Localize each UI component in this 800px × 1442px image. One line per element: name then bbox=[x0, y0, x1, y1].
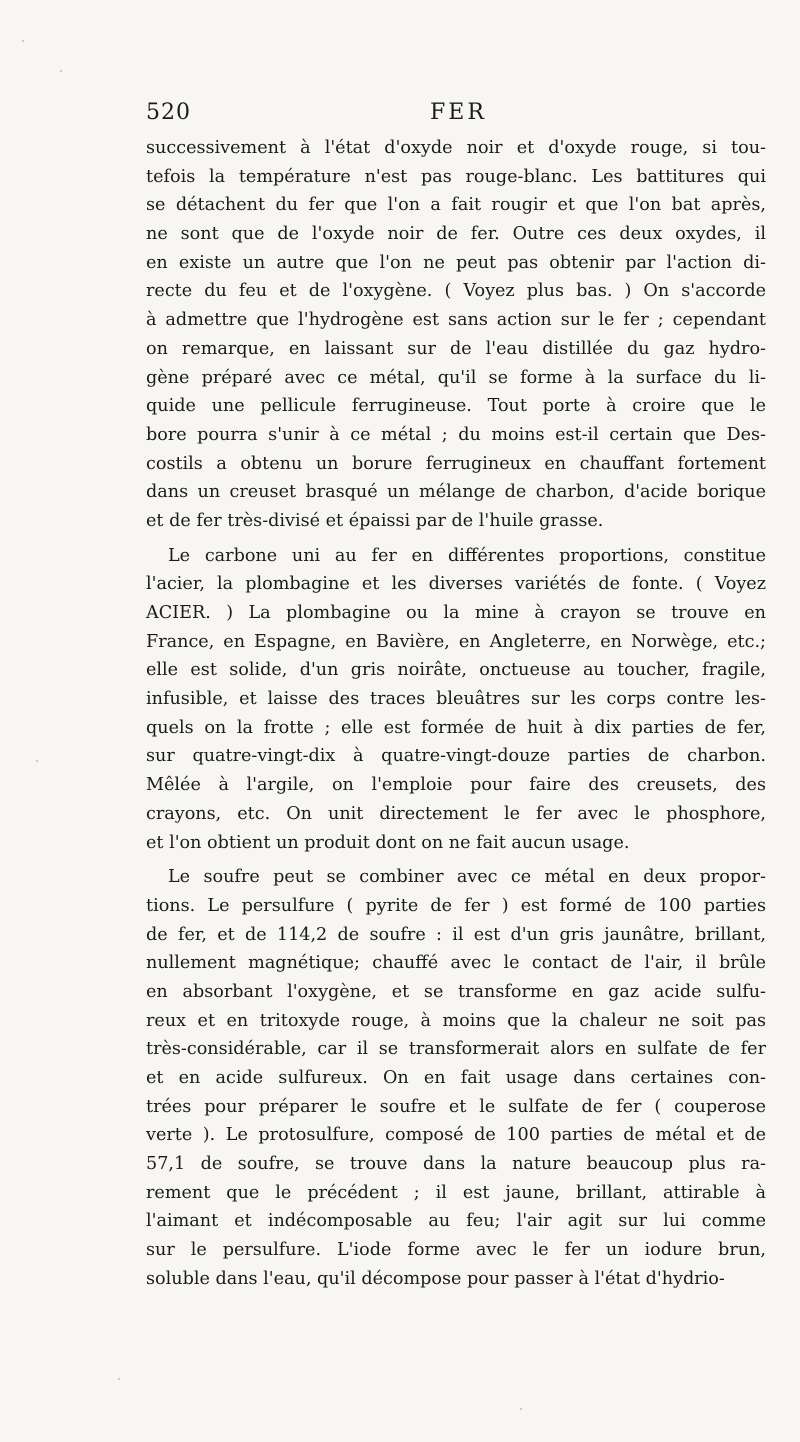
text-line: et en acide sulfureux. On en fait usage dans certaines con- bbox=[146, 1068, 766, 1088]
text-line: l'acier, la plombagine et les diverses variétés de fonte. ( Voyez bbox=[146, 574, 766, 595]
text-line: successivement à l'état d'oxyde noir et d'oxyde rouge, si tou- bbox=[146, 138, 766, 158]
text-line: quels on la frotte ; elle est formée de huit à dix parties de fer, bbox=[146, 717, 766, 738]
text-line: à admettre que l'hydrogène est sans action sur le fer ; cependant bbox=[146, 310, 766, 331]
text-line: verte ). Le protosulfure, composé de 100 parties de métal et de bbox=[146, 1125, 766, 1146]
text-line: dans un creuset brasqué un mélange de charbon, d'acide borique bbox=[146, 482, 766, 503]
text-line: France, en Espagne, en Bavière, en Angleterre, en Norwège, etc.; bbox=[146, 631, 766, 652]
text-line: costils a obtenu un borure ferrugineux en chauffant fortement bbox=[146, 453, 766, 474]
text-line: sur quatre-vingt-dix à quatre-vingt-douze parties de charbon. bbox=[146, 746, 766, 767]
text-line: 57,1 de soufre, se trouve dans la nature beaucoup plus ra- bbox=[146, 1154, 766, 1175]
text-line: ACIER. ) La plombagine ou la mine à crayon se trouve en bbox=[146, 603, 766, 623]
text-line: nullement magnétique; chauffé avec le contact de l'air, il brûle bbox=[146, 953, 766, 974]
text-line: tions. Le persulfure ( pyrite de fer ) est formé de 100 parties bbox=[146, 895, 766, 916]
text-line: en absorbant l'oxygène, et se transforme en gaz acide sulfu- bbox=[146, 981, 766, 1002]
running-head: FER bbox=[430, 100, 487, 125]
text-line: ne sont que de l'oxyde noir de fer. Outre ces deux oxydes, il bbox=[146, 224, 766, 245]
text-line: Le carbone uni au fer en différentes proportions, constitue bbox=[168, 545, 766, 566]
text-line: elle est solide, d'un gris noirâte, onctueuse au toucher, fragile, bbox=[146, 660, 766, 681]
text-line: Le soufre peut se combiner avec ce métal en deux propor- bbox=[168, 867, 766, 888]
text-line: gène préparé avec ce métal, qu'il se forme à la surface du li- bbox=[146, 367, 766, 388]
scan-speck bbox=[22, 40, 24, 42]
text-line: infusible, et laisse des traces bleuâtres sur les corps contre les- bbox=[146, 689, 766, 710]
text-line: l'aimant et indécomposable au feu; l'air agit sur lui comme bbox=[146, 1211, 766, 1232]
text-line: sur le persulfure. L'iode forme avec le fer un iodure brun, bbox=[146, 1240, 766, 1261]
text-line: trées pour préparer le soufre et le sulfate de fer ( couperose bbox=[146, 1096, 766, 1117]
body-text bbox=[146, 134, 766, 1294]
text-line: bore pourra s'unir à ce métal ; du moins est-il certain que Des- bbox=[146, 424, 766, 445]
text-line: crayons, etc. On unit directement le fer avec le phosphore, bbox=[146, 803, 766, 824]
text-line: on remarque, en laissant sur de l'eau distillée du gaz hydro- bbox=[146, 338, 766, 359]
text-line: très-considérable, car il se transformerait alors en sulfate de fer bbox=[146, 1039, 766, 1060]
text-line: de fer, et de 114,2 de soufre : il est d'un gris jaunâtre, brillant, bbox=[146, 924, 766, 945]
text-line: rement que le précédent ; il est jaune, brillant, attirable à bbox=[146, 1182, 766, 1203]
page-header bbox=[140, 98, 770, 132]
text-line: et l'on obtient un produit dont on ne fait aucun usage. bbox=[146, 832, 630, 853]
scan-speck bbox=[60, 70, 62, 72]
scan-speck bbox=[118, 1378, 120, 1380]
text-line: quide une pellicule ferrugineuse. Tout porte à croire que le bbox=[146, 396, 766, 417]
text-line: reux et en tritoxyde rouge, à moins que la chaleur ne soit pas bbox=[146, 1010, 766, 1031]
text-line: soluble dans l'eau, qu'il décompose pour passer à l'état d'hydrio- bbox=[146, 1268, 725, 1289]
scan-speck bbox=[36, 760, 38, 762]
text-line: tefois la température n'est pas rouge-blanc. Les battitures qui bbox=[146, 166, 766, 187]
text-line: se détachent du fer que l'on a fait rougir et que l'on bat après, bbox=[146, 195, 766, 216]
page-number: 520 bbox=[146, 100, 191, 125]
text-line: et de fer très-divisé et épaissi par de l'huile grasse. bbox=[146, 510, 604, 531]
scan-speck bbox=[520, 1408, 522, 1410]
text-line: recte du feu et de l'oxygène. ( Voyez plus bas. ) On s'accorde bbox=[146, 281, 766, 302]
text-line: Mêlée à l'argile, on l'emploie pour faire des creusets, des bbox=[146, 775, 766, 796]
text-line: en existe un autre que l'on ne peut pas obtenir par l'action di- bbox=[146, 252, 766, 273]
